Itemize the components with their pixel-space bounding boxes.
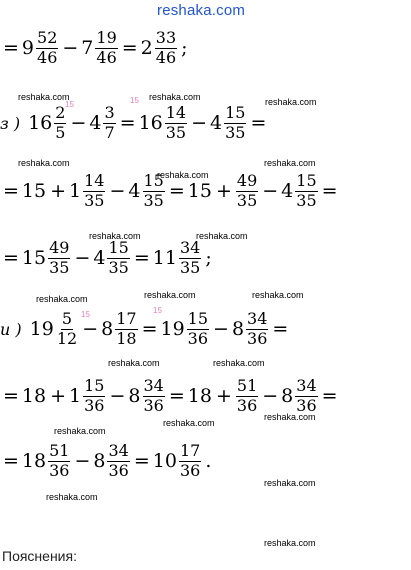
fraction	[107, 240, 129, 277]
fraction	[187, 311, 209, 348]
whole-number: 19	[160, 318, 185, 341]
denominator: 35	[49, 257, 70, 277]
operator: =	[321, 180, 338, 203]
operator: .	[205, 450, 212, 473]
whole-number: 4	[210, 112, 223, 135]
whole-number: 18	[187, 385, 212, 408]
operator: ;	[205, 247, 212, 270]
denominator: 46	[37, 47, 58, 67]
operator: =	[168, 180, 185, 203]
operator: −	[82, 318, 99, 341]
operator: −	[74, 450, 91, 473]
whole-number: 1	[69, 180, 82, 203]
denominator: 36	[84, 395, 105, 415]
operator: =	[141, 318, 158, 341]
denominator: 35	[108, 257, 129, 277]
numerator: 15	[143, 171, 164, 190]
denominator: 35	[296, 190, 317, 210]
whole-number: 4	[281, 180, 294, 203]
watermark: reshaka.com	[18, 92, 70, 102]
numerator: 49	[236, 171, 258, 190]
numerator: 34	[247, 309, 268, 328]
whole-number: 4	[89, 112, 102, 135]
fraction	[236, 378, 258, 415]
equation-line-5	[0, 311, 291, 348]
operator: =	[3, 180, 19, 203]
numerator: 34	[179, 238, 201, 257]
problem-label: и )	[0, 319, 22, 339]
fraction	[83, 378, 105, 415]
operator: −	[213, 318, 229, 341]
site-title: reshaka.com	[157, 2, 246, 19]
denominator: 35	[236, 190, 258, 210]
operator: ;	[181, 37, 188, 60]
fraction	[103, 105, 115, 142]
whole-number: 15	[187, 180, 212, 203]
fraction	[48, 240, 70, 277]
numerator: 14	[165, 103, 187, 122]
denominator: 46	[96, 47, 117, 67]
fraction	[36, 30, 58, 67]
whole-number: 8	[93, 450, 106, 473]
numerator: 15	[84, 376, 105, 395]
numerator: 33	[155, 28, 177, 47]
denominator: 36	[179, 460, 201, 480]
whole-number: 1	[69, 385, 82, 408]
watermark: reshaka.com	[36, 294, 88, 304]
watermark: reshaka.com	[144, 290, 196, 300]
fraction	[179, 443, 201, 480]
operator: −	[74, 247, 91, 270]
operator: =	[119, 112, 136, 135]
numerator: 15	[225, 103, 246, 122]
numerator: 34	[296, 376, 317, 395]
equation-line-1	[0, 30, 191, 67]
numerator: 51	[49, 441, 70, 460]
fraction	[236, 173, 258, 210]
equation-line-2	[0, 105, 269, 142]
watermark: reshaka.com	[213, 358, 265, 368]
watermark: reshaka.com	[46, 492, 98, 502]
whole-number: 8	[281, 385, 294, 408]
operator: +	[50, 180, 67, 203]
denominator: 36	[236, 395, 258, 415]
operator: =	[321, 385, 338, 408]
denominator: 35	[165, 122, 187, 142]
numerator: 52	[37, 28, 58, 47]
whole-number: 10	[152, 450, 177, 473]
watermark: reshaka.com	[149, 92, 201, 102]
small-mark: 15	[153, 306, 162, 315]
fraction	[224, 105, 246, 142]
operator: =	[3, 37, 19, 60]
denominator: 35	[143, 190, 164, 210]
operator: =	[121, 37, 138, 60]
watermark: reshaka.com	[54, 426, 106, 436]
numerator: 17	[179, 441, 201, 460]
watermark: reshaka.com	[157, 170, 209, 180]
whole-number: 8	[128, 385, 141, 408]
operator: +	[215, 385, 232, 408]
denominator: 36	[247, 328, 268, 348]
denominator: 36	[143, 395, 164, 415]
numerator: 2	[55, 103, 66, 122]
operator: −	[62, 37, 79, 60]
operator: −	[262, 385, 279, 408]
fraction	[107, 443, 129, 480]
watermark: reshaka.com	[264, 158, 316, 168]
whole-number: 8	[101, 318, 114, 341]
whole-number: 16	[138, 112, 163, 135]
numerator: 15	[187, 309, 209, 328]
fraction	[179, 240, 201, 277]
whole-number: 9	[21, 37, 35, 60]
fraction	[295, 173, 317, 210]
small-mark: 15	[65, 100, 74, 109]
numerator: 34	[143, 376, 164, 395]
operator: −	[109, 180, 126, 203]
numerator: 49	[49, 238, 70, 257]
denominator: 12	[56, 328, 78, 348]
fraction	[56, 311, 78, 348]
denominator: 35	[179, 257, 201, 277]
fraction	[48, 443, 70, 480]
operator: =	[133, 450, 150, 473]
whole-number: 2	[140, 37, 153, 60]
watermark: reshaka.com	[252, 290, 304, 300]
problem-label: з )	[0, 113, 21, 133]
fraction	[115, 311, 137, 348]
numerator: 19	[96, 28, 117, 47]
watermark: reshaka.com	[108, 358, 160, 368]
denominator: 35	[225, 122, 246, 142]
numerator: 3	[104, 103, 115, 122]
whole-number: 16	[28, 112, 53, 135]
fraction	[83, 173, 105, 210]
denominator: 5	[55, 122, 66, 142]
fraction	[95, 30, 117, 67]
denominator: 36	[296, 395, 317, 415]
fraction	[246, 311, 268, 348]
denominator: 36	[49, 460, 70, 480]
equation-line-4	[0, 240, 215, 277]
operator: =	[3, 450, 19, 473]
whole-number: 11	[152, 247, 177, 270]
fraction	[155, 30, 177, 67]
notes-heading: Пояснения:	[2, 548, 77, 564]
denominator: 46	[155, 47, 177, 67]
whole-number: 15	[21, 247, 47, 270]
whole-number: 18	[21, 385, 47, 408]
fraction	[165, 105, 187, 142]
operator: =	[133, 247, 150, 270]
numerator: 15	[296, 171, 317, 190]
denominator: 35	[84, 190, 105, 210]
numerator: 15	[108, 238, 129, 257]
operator: =	[250, 112, 267, 135]
equation-line-7	[0, 443, 214, 480]
operator: +	[50, 385, 67, 408]
operator: −	[262, 180, 279, 203]
operator: =	[168, 385, 185, 408]
fraction	[54, 105, 66, 142]
operator: −	[191, 112, 208, 135]
denominator: 36	[108, 460, 129, 480]
watermark: reshaka.com	[265, 97, 317, 107]
small-mark: 15	[130, 96, 139, 105]
operator: =	[272, 318, 289, 341]
operator: =	[3, 247, 19, 270]
numerator: 5	[61, 309, 73, 328]
whole-number: 4	[128, 180, 141, 203]
watermark: reshaka.com	[196, 231, 248, 241]
whole-number: 4	[93, 247, 106, 270]
watermark: reshaka.com	[163, 418, 215, 428]
watermark: reshaka.com	[89, 231, 141, 241]
denominator: 7	[104, 122, 115, 142]
whole-number: 15	[21, 180, 47, 203]
denominator: 36	[187, 328, 209, 348]
whole-number: 18	[21, 450, 47, 473]
numerator: 51	[236, 376, 258, 395]
numerator: 17	[116, 309, 137, 328]
denominator: 18	[116, 328, 137, 348]
small-mark: 15	[81, 310, 90, 319]
watermark: reshaka.com	[264, 412, 316, 422]
watermark: reshaka.com	[264, 538, 316, 548]
fraction	[295, 378, 317, 415]
equation-line-6	[0, 378, 341, 415]
operator: −	[109, 385, 126, 408]
operator: =	[3, 385, 19, 408]
watermark: reshaka.com	[18, 158, 70, 168]
numerator: 34	[108, 441, 129, 460]
whole-number: 8	[231, 318, 245, 341]
fraction	[143, 378, 165, 415]
operator: −	[70, 112, 87, 135]
operator: +	[215, 180, 232, 203]
whole-number: 7	[81, 37, 94, 60]
watermark: reshaka.com	[264, 478, 316, 488]
whole-number: 19	[29, 318, 54, 341]
numerator: 14	[84, 171, 105, 190]
